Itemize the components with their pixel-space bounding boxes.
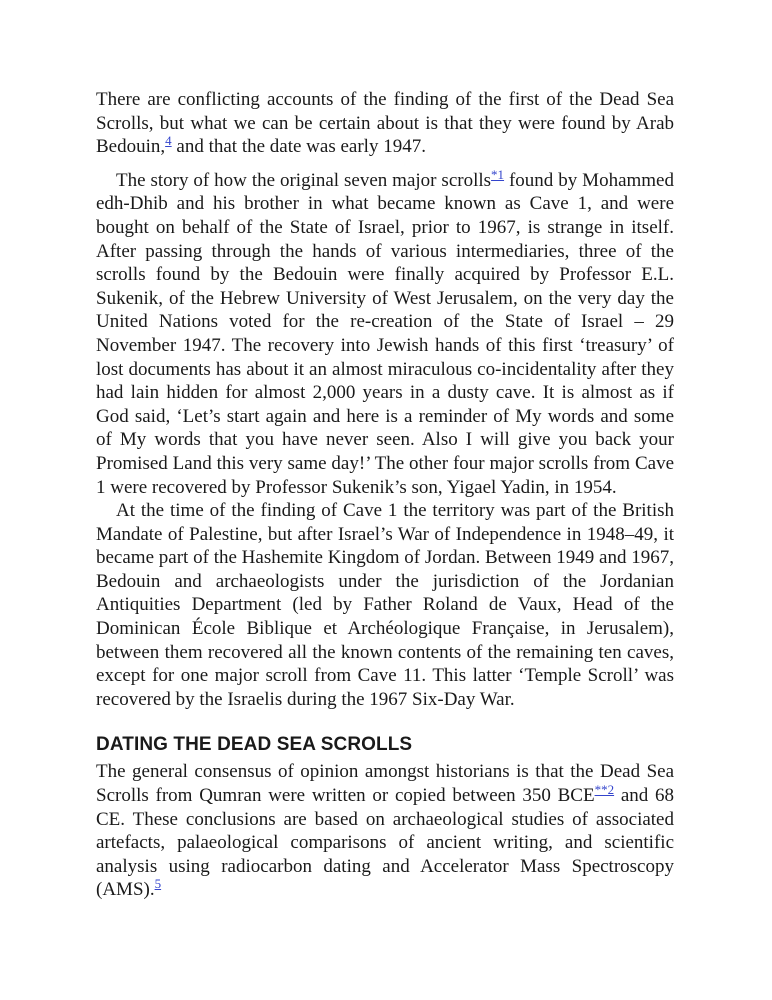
paragraph-text: At the time of the finding of Cave 1 the territory was part of the British Mandate of Palestine, but after Israel’s War of Independence in 1948–49, it became part of the Hashemite Kingdom of Jordan. Between 1949 and 1967, Bedouin and archaeologists under the jurisdiction of the Jordanian Antiquities Department (led by Father Roland de Vaux, Head of the Dominican École Biblique et Archéologique Française, in Jerusalem), between them recovered all the known contents of the remaining ten caves, except for one major scroll from Cave 11. This latter ‘Temple Scroll’ was recovered by the Israelis during the 1967 Six-Day War. xyxy=(96,500,674,710)
footnote-link[interactable]: **2 xyxy=(594,782,615,798)
footnote-ref[interactable] xyxy=(491,167,504,182)
paragraph-finding xyxy=(96,88,674,159)
paragraph-story xyxy=(96,166,674,499)
paragraph-text: The general consensus of opinion amongst historians is that the Dead Sea Scrolls from Qumran were written or copied between 350 BCE xyxy=(96,761,674,807)
footnote-link[interactable]: 5 xyxy=(154,876,162,892)
paragraph-cave1 xyxy=(96,499,674,711)
footnote-ref[interactable] xyxy=(155,876,162,891)
section-heading: DATING THE DEAD SEA SCROLLS xyxy=(96,734,413,756)
footnote-ref[interactable] xyxy=(595,782,615,797)
paragraph-dating xyxy=(96,760,674,902)
footnote-link[interactable]: *1 xyxy=(491,166,505,182)
paragraph-text: There are conflicting accounts of the finding of the first of the Dead Sea Scrolls, but what we can be certain about is that they were found by Arab Bedouin, xyxy=(96,89,674,158)
document-page xyxy=(96,88,674,902)
paragraph-text: and that the date was early 1947. xyxy=(171,136,426,158)
paragraph-text: found by Mohammed edh-Dhib and his brother in what became known as Cave 1, and were bought on behalf of the State of Israel, prior to 1967, is strange in itself. After passing through the hands of various intermediaries, three of the scrolls found by the Bedouin were finally acquired by Professor E.L. Sukenik, of the Hebrew University of West Jerusalem, on the very day the United Nations voted for the re-creation of the State of Israel – 29 November 1947. The recovery into Jewish hands of this first ‘treasury’ of lost documents has about it an almost miraculous co-incidentality after they had lain hidden for almost 2,000 years in a dusty cave. It is almost as if God said, ‘Let’s start again and here is a reminder of My words and some of My words that you have never seen. Also I will give you back your Promised Land this very same day!’ The other four major scrolls from Cave 1 were recovered by Professor Sukenik’s son, Yigael Yadin, in 1954. xyxy=(96,169,674,498)
footnote-link[interactable]: 4 xyxy=(165,133,172,149)
paragraph-text: The story of how the original seven major scrolls xyxy=(116,169,492,191)
paragraph-text: and 68 CE. These conclusions are based on archaeological studies of associated artefacts, palaeological comparisons of ancient writing, and scientific analysis using radiocarbon dating and Accelerator Mass Spectroscopy (AMS). xyxy=(96,785,674,901)
